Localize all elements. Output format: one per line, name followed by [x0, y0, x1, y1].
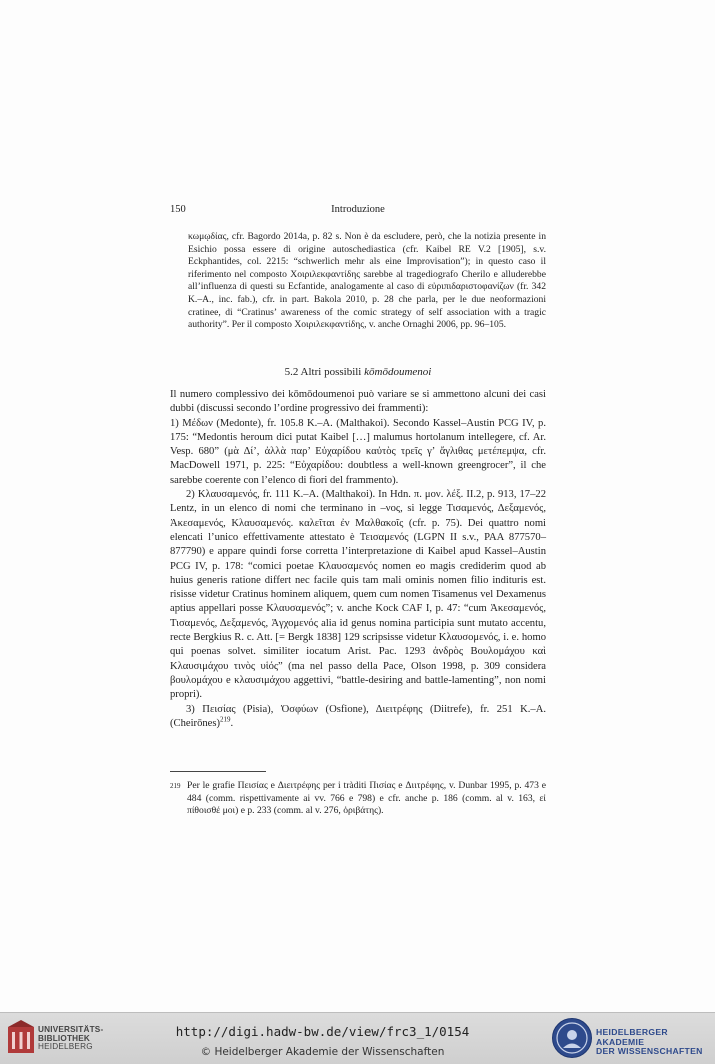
running-title: Introduzione [331, 204, 385, 215]
footnote-rule [170, 771, 266, 772]
permalink-url[interactable]: http://digi.hadw-bw.de/view/frc3_1/0154 [175, 1024, 470, 1039]
section-heading [170, 366, 546, 378]
running-head [170, 204, 546, 218]
section-heading-term: kōmōdoumenoi [364, 366, 432, 378]
library-name-line-2: BIBLIOTHEK [38, 1033, 91, 1043]
copyright-notice: © Heidelberger Akademie der Wissenschaften [200, 1046, 445, 1058]
academy-name-line-2: DER WISSENSCHAFTEN [596, 1046, 703, 1057]
paragraph-item-2: 2) Κλαυσαμενός, fr. 111 K.–A. (Malthakoi). In Hdn. π. μον. λέξ. II.2, p. 913, 17–22 Lentz, in un elenco di nomi che terminano in –νος, si legge Τισαμενός, Δεξαμενός, Ἀκεσαμενός, Κλαυσαμενός. καλεῖται ἐν Μαλθακοῖς (cfr. p. 75). Dei quattro nomi elencati l’unico effettivamente attestato è Τεισαμενός (LGPN II s.v., PAA 877570–877790) e appare quindi forse corretta l’interpretazione di Kaibel apud Kassel–Austin PCG IV, p. 178: “comici poetae Κλαυσαμενός nomen eo magis crediderim quod ab huius generis ratione differt nec facile quis tam mali ominis nomen filio indituris est. risisse videtur Cratinus hominem aliquem, quem cum nomen Tisamenus vel Dexamenus aptius appellari posse Κλαυσαμενός”; v. anche Kock CAF I, p. 47: “cum Ἀκεσαμενός, Τισαμενός, Δεξαμενός, Ἀγχομενός alia id genus nomina participia sunt mutato accentu, recte Bergkius R. c. Att. [= Bergk 1838] 129 scripsisse videtur Κλαυσομενός, i. e. homo qui poenas solvet. similiter iocatum Arist. Pac. 1293 ἀνδρὸς Βουλομάχου καὶ Κλαυσιμάχου τινὸς υἱός” (ma nel passo della Pace, Olson 1998, p. 309 considera βουλομάχου e κλαυσιμάχου aggettivi, “battle-desiring and battle-lamenting”, non nomi propri). [170, 489, 546, 701]
note-text: κωμῳδίας, cfr. Bagordo 2014a, p. 82 s. Non è da escludere, però, che la notizia presente in Esichio possa essere di origine autoschediastica (cfr. Kaibel RE V.2 [1905], s.v. Eckphantides, col. 2215: “schwerlich mehr als eine Improvisation”); in questo caso il riferimento nel composto Χοιριλεκφαντίδης sarebbe al tragediografo Cherilo e alluderebbe all’influenza di questi su Ecfantide, analogamente al caso di εὐριπιδαριστοφανίζων (fr. 342 K.–A., inc. fab.), cfr. in part. Bakola 2010, p. 28 che parla, per le due neoformazioni cratinee, di “Cratinus’ awareness of the comic strategy of self association with a tragic authority”. Per il composto Χοιριλεκφαντίδης, v. anche Ornaghi 2006, pp. 96–105. [188, 231, 546, 331]
note-block [188, 231, 546, 332]
footnote-reference[interactable]: 219 [220, 715, 231, 724]
footnote-number: 219 [170, 782, 181, 790]
footnote [170, 780, 546, 818]
paragraph-item-3: 3) Πεισίας (Pisia), Ὀσφύων (Osfione), Διειτρέφης (Diitrefe), fr. 251 K.–A. (Cheirōnes)$^{219}$. [170, 703, 546, 729]
page-number: 150 [170, 204, 186, 215]
viewer-banner [0, 1012, 715, 1064]
university-library-name[interactable] [38, 1026, 103, 1052]
library-name-line-3: HEIDELBERG [38, 1042, 93, 1052]
academy-name-line-1: HEIDELBERGER AKADEMIE [596, 1027, 668, 1047]
library-name-line-1: UNIVERSITÄTS- [38, 1025, 104, 1034]
academy-seal-icon[interactable] [552, 1018, 592, 1058]
section-heading-number: 5.2 Altri possibili [284, 366, 362, 378]
footnote-text: Per le grafie Πεισίας e Διειτρέφης per i tràditi Πισίας e Διιτρέφης, v. Dunbar 1995, p. 473 e 484 (comm. rispettivamente ai vv. 766 e 798) e cfr. anche p. 186 (comm. al v. 163, εἰ πίθοισθέ μοι) e p. 233 (comm. al v. 276, ὀριβάτης). [187, 780, 546, 817]
paragraph-item-1: 1) Μέδων (Medonte), fr. 105.8 K.–A. (Malthakoi). Secondo Kassel–Austin PCG IV, p. 175: “Medontis heroum dici putat Kaibel […] malumus hortolanum intellegere, cf. Ar. Vesp. 680” (μὰ Δί’, ἀλλὰ παρ’ Εὐχαρίδου καὐτὸς τρεῖς γ’ ἄγλιθας μετέπεμψα, cfr. MacDowell 1971, p. 225: “Εὐχαρίδου: doubtless a well-known greengrocer”, il che sarebbe coerente con l’elenco di fiori del frammento). [170, 417, 546, 486]
university-library-logo-icon[interactable] [7, 1019, 35, 1055]
paragraph-intro: Il numero complessivo dei kōmōdoumenoi può variare se si ammettono alcuni dei casi dubbi (discussi secondo l’ordine progressivo dei frammenti): [170, 389, 546, 415]
academy-name[interactable] [596, 1028, 715, 1057]
paragraph-item-3-text: 3) Πεισίας (Pisia), Ὀσφύων (Osfione), Διειτρέφης (Diitrefe), fr. 251 K.–A. (Cheirōnes) [170, 703, 546, 729]
main-text [170, 388, 546, 731]
